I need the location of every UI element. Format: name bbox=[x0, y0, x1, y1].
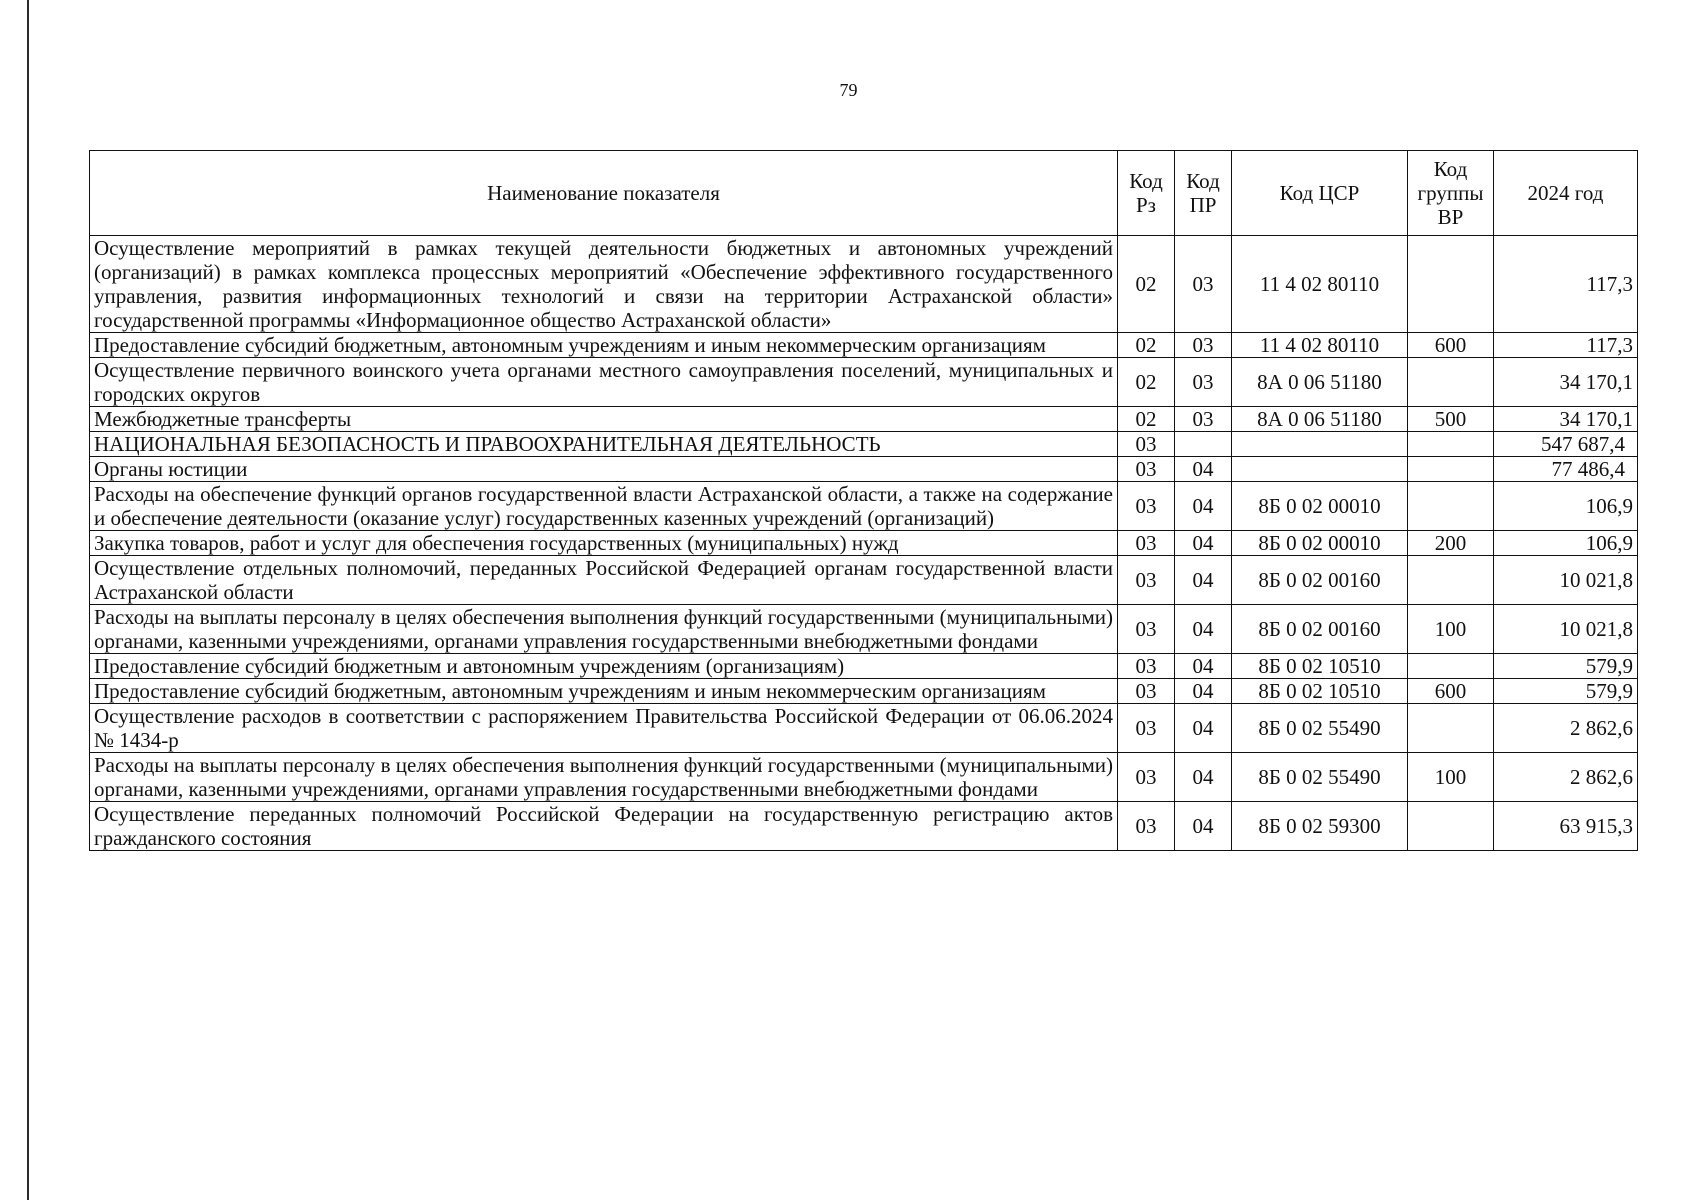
row-vr: 200 bbox=[1408, 531, 1494, 556]
row-vr bbox=[1408, 654, 1494, 679]
row-csr: 8Б 0 02 10510 bbox=[1232, 679, 1408, 704]
row-vr: 600 bbox=[1408, 333, 1494, 358]
table-body bbox=[90, 236, 1638, 851]
table-row bbox=[90, 236, 1638, 333]
row-amount: 34 170,1 bbox=[1494, 358, 1638, 407]
row-name: Осуществление переданных полномочий Российской Федерации на государственную регистрацию актов гражданского состояния bbox=[90, 802, 1118, 851]
row-csr bbox=[1232, 457, 1408, 482]
row-pr: 03 bbox=[1175, 333, 1232, 358]
row-rz: 03 bbox=[1118, 753, 1175, 802]
row-name: Осуществление первичного воинского учета органами местного самоуправления поселений, муниципальных и городских округов bbox=[90, 358, 1118, 407]
header-vr-line3: ВР bbox=[1437, 205, 1464, 229]
header-amount bbox=[1494, 151, 1638, 236]
table-row bbox=[90, 802, 1638, 851]
row-vr bbox=[1408, 802, 1494, 851]
row-vr bbox=[1408, 358, 1494, 407]
row-pr: 04 bbox=[1175, 704, 1232, 753]
row-name: Осуществление мероприятий в рамках текущей деятельности бюджетных и автономных учреждений (организаций) в рамках комплекса процессных мероприятий «Обеспечение эффективного государственного управления, развития информационных технологий и связи на территории Астраханской области» государственной программы «Информационное общество Астраханской области» bbox=[90, 236, 1118, 333]
row-csr: 11 4 02 80110 bbox=[1232, 333, 1408, 358]
row-rz: 03 bbox=[1118, 457, 1175, 482]
table-row bbox=[90, 605, 1638, 654]
row-name: Осуществление расходов в соответствии с распоряжением Правительства Российской Федерации от 06.06.2024 № 1434-р bbox=[90, 704, 1118, 753]
row-pr: 03 bbox=[1175, 407, 1232, 432]
row-rz: 03 bbox=[1118, 605, 1175, 654]
row-amount: 547 687,4 bbox=[1494, 432, 1638, 457]
header-vr-line1: Код bbox=[1433, 157, 1468, 181]
table-row bbox=[90, 556, 1638, 605]
header-pr-line1: Код bbox=[1186, 169, 1220, 193]
row-pr: 04 bbox=[1175, 482, 1232, 531]
row-csr: 8Б 0 02 55490 bbox=[1232, 704, 1408, 753]
row-amount: 77 486,4 bbox=[1494, 457, 1638, 482]
row-vr bbox=[1408, 457, 1494, 482]
row-csr: 8А 0 06 51180 bbox=[1232, 358, 1408, 407]
row-csr: 8Б 0 02 00010 bbox=[1232, 531, 1408, 556]
row-pr: 04 bbox=[1175, 556, 1232, 605]
row-amount: 63 915,3 bbox=[1494, 802, 1638, 851]
row-name: Осуществление отдельных полномочий, переданных Российской Федерацией органам государственной власти Астраханской области bbox=[90, 556, 1118, 605]
row-pr bbox=[1175, 432, 1232, 457]
header-vr bbox=[1408, 151, 1494, 236]
row-csr: 8Б 0 02 00160 bbox=[1232, 605, 1408, 654]
table-row bbox=[90, 407, 1638, 432]
row-rz: 03 bbox=[1118, 531, 1175, 556]
table-row bbox=[90, 358, 1638, 407]
row-name: Предоставление субсидий бюджетным и автономным учреждениям (организациям) bbox=[90, 654, 1118, 679]
row-vr bbox=[1408, 704, 1494, 753]
row-rz: 03 bbox=[1118, 802, 1175, 851]
row-csr: 8А 0 06 51180 bbox=[1232, 407, 1408, 432]
row-rz: 03 bbox=[1118, 704, 1175, 753]
row-pr: 04 bbox=[1175, 802, 1232, 851]
table-row bbox=[90, 753, 1638, 802]
row-amount: 117,3 bbox=[1494, 236, 1638, 333]
row-amount: 2 862,6 bbox=[1494, 753, 1638, 802]
row-name: Предоставление субсидий бюджетным, автономным учреждениям и иным некоммерческим организациям bbox=[90, 679, 1118, 704]
header-vr-line2: группы bbox=[1417, 181, 1484, 205]
row-name: Закупка товаров, работ и услуг для обеспечения государственных (муниципальных) нужд bbox=[90, 531, 1118, 556]
row-csr: 8Б 0 02 00010 bbox=[1232, 482, 1408, 531]
row-name: Расходы на обеспечение функций органов государственной власти Астраханской области, а также на содержание и обеспечение деятельности (оказание услуг) государственных казенных учреждений (организаций) bbox=[90, 482, 1118, 531]
table-row bbox=[90, 531, 1638, 556]
row-csr: 11 4 02 80110 bbox=[1232, 236, 1408, 333]
row-rz: 02 bbox=[1118, 358, 1175, 407]
header-csr-label: Код ЦСР bbox=[1279, 181, 1360, 205]
row-pr: 04 bbox=[1175, 753, 1232, 802]
row-csr: 8Б 0 02 55490 bbox=[1232, 753, 1408, 802]
row-csr: 8Б 0 02 00160 bbox=[1232, 556, 1408, 605]
row-rz: 03 bbox=[1118, 654, 1175, 679]
row-vr: 600 bbox=[1408, 679, 1494, 704]
row-amount: 106,9 bbox=[1494, 531, 1638, 556]
header-rz-line1: Код bbox=[1129, 169, 1163, 193]
header-csr bbox=[1232, 151, 1408, 236]
header-pr bbox=[1175, 151, 1232, 236]
header-rz-line2: Рз bbox=[1136, 193, 1156, 217]
row-rz: 02 bbox=[1118, 236, 1175, 333]
table-row bbox=[90, 482, 1638, 531]
table-row bbox=[90, 679, 1638, 704]
row-pr: 04 bbox=[1175, 654, 1232, 679]
row-pr: 04 bbox=[1175, 679, 1232, 704]
table-row-section bbox=[90, 432, 1638, 457]
row-rz: 03 bbox=[1118, 482, 1175, 531]
row-vr: 500 bbox=[1408, 407, 1494, 432]
header-name-label: Наименование показателя bbox=[487, 181, 720, 205]
row-amount: 10 021,8 bbox=[1494, 556, 1638, 605]
row-rz: 03 bbox=[1118, 556, 1175, 605]
table-row bbox=[90, 333, 1638, 358]
row-vr bbox=[1408, 482, 1494, 531]
row-pr: 04 bbox=[1175, 605, 1232, 654]
row-vr bbox=[1408, 556, 1494, 605]
row-pr: 03 bbox=[1175, 358, 1232, 407]
row-rz: 02 bbox=[1118, 407, 1175, 432]
row-vr bbox=[1408, 236, 1494, 333]
row-amount: 579,9 bbox=[1494, 679, 1638, 704]
budget-table bbox=[89, 150, 1638, 851]
header-name bbox=[90, 151, 1118, 236]
row-vr: 100 bbox=[1408, 753, 1494, 802]
header-rz bbox=[1118, 151, 1175, 236]
row-pr: 04 bbox=[1175, 457, 1232, 482]
row-csr: 8Б 0 02 10510 bbox=[1232, 654, 1408, 679]
row-name: Расходы на выплаты персоналу в целях обеспечения выполнения функций государственными (муниципальными) органами, казенными учреждениями, органами управления государственными внебюджетными фондами bbox=[90, 753, 1118, 802]
row-pr: 04 bbox=[1175, 531, 1232, 556]
table-row bbox=[90, 654, 1638, 679]
row-rz: 03 bbox=[1118, 679, 1175, 704]
row-vr: 100 bbox=[1408, 605, 1494, 654]
row-rz: 02 bbox=[1118, 333, 1175, 358]
table-row-subsection bbox=[90, 457, 1638, 482]
row-amount: 106,9 bbox=[1494, 482, 1638, 531]
row-amount: 10 021,8 bbox=[1494, 605, 1638, 654]
row-amount: 117,3 bbox=[1494, 333, 1638, 358]
row-name: Органы юстиции bbox=[90, 457, 1118, 482]
header-pr-line2: ПР bbox=[1189, 193, 1217, 217]
row-csr bbox=[1232, 432, 1408, 457]
row-amount: 34 170,1 bbox=[1494, 407, 1638, 432]
row-csr: 8Б 0 02 59300 bbox=[1232, 802, 1408, 851]
binding-margin-line bbox=[27, 0, 29, 1200]
row-name: Расходы на выплаты персоналу в целях обеспечения выполнения функций государственными (муниципальными) органами, казенными учреждениями, органами управления государственными внебюджетными фондами bbox=[90, 605, 1118, 654]
table-header bbox=[90, 151, 1638, 236]
row-vr bbox=[1408, 432, 1494, 457]
row-amount: 2 862,6 bbox=[1494, 704, 1638, 753]
row-amount: 579,9 bbox=[1494, 654, 1638, 679]
row-name: Межбюджетные трансферты bbox=[90, 407, 1118, 432]
table-row bbox=[90, 704, 1638, 753]
row-name: НАЦИОНАЛЬНАЯ БЕЗОПАСНОСТЬ И ПРАВООХРАНИТЕЛЬНАЯ ДЕЯТЕЛЬНОСТЬ bbox=[90, 432, 1118, 457]
row-name: Предоставление субсидий бюджетным, автономным учреждениям и иным некоммерческим организациям bbox=[90, 333, 1118, 358]
header-row bbox=[90, 151, 1638, 236]
header-amount-label: 2024 год bbox=[1527, 181, 1604, 205]
row-rz: 03 bbox=[1118, 432, 1175, 457]
page-number: 79 bbox=[839, 80, 858, 100]
row-pr: 03 bbox=[1175, 236, 1232, 333]
